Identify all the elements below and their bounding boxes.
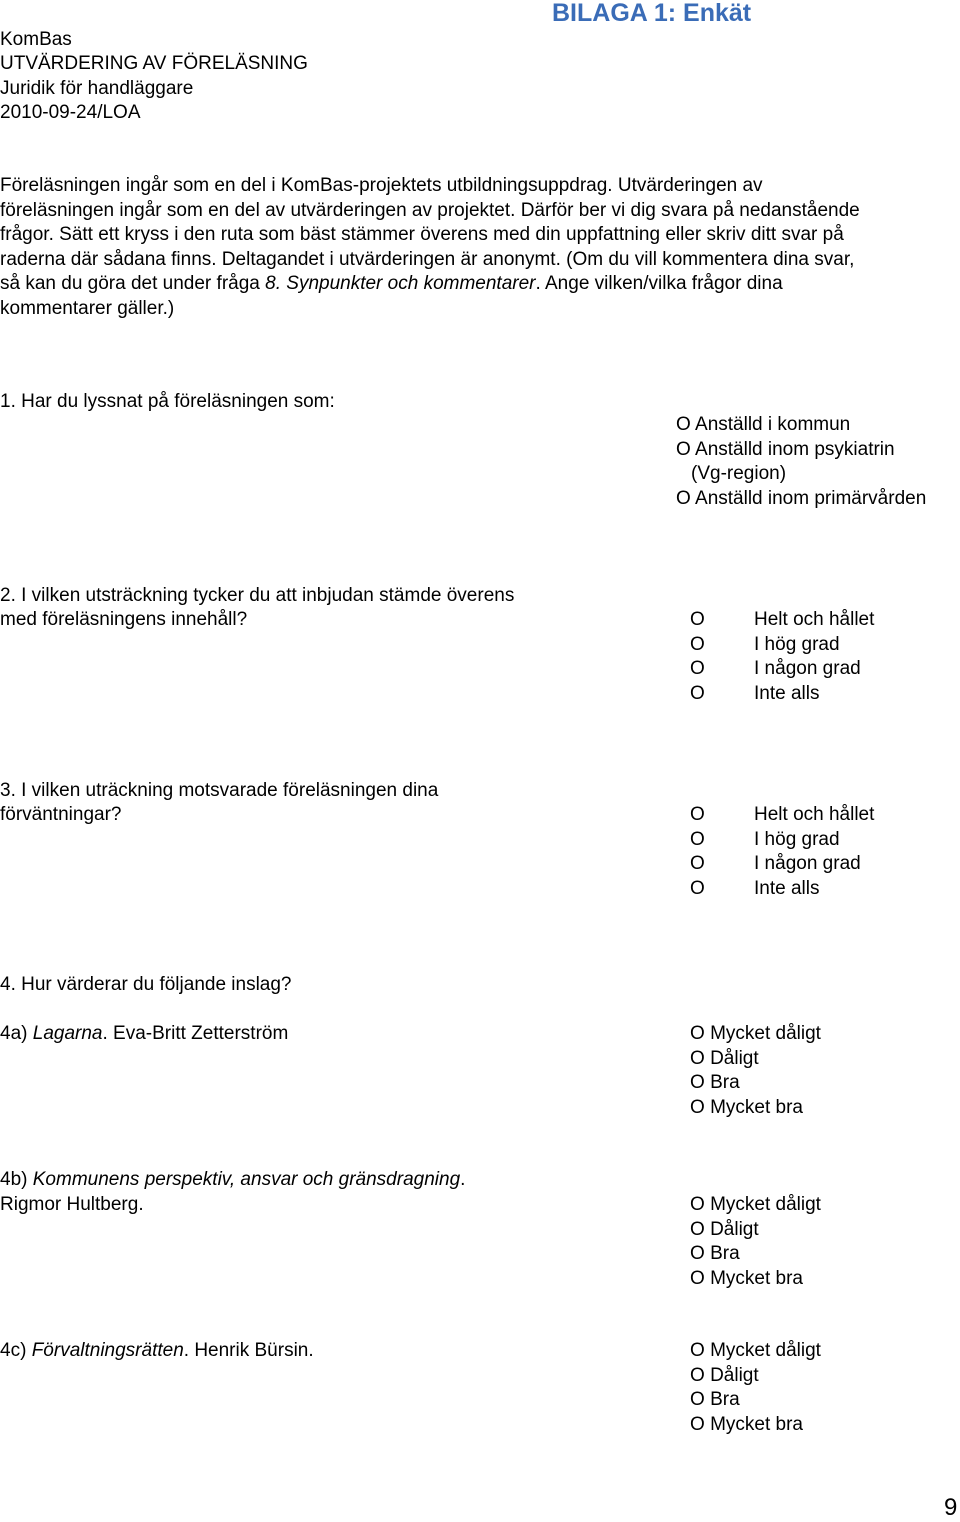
q1-option[interactable] [676,438,926,463]
q1-options [676,413,926,511]
q1-option-label: Anställd inom psykiatrin [695,438,895,460]
question-2-line-2: med föreläsningens innehåll? [0,609,248,630]
q3-option-label: Helt och hållet [754,804,875,825]
q4a-topic: Lagarna [32,1023,103,1044]
intro-line-5-start: så kan du göra det under fråga [0,273,266,294]
q4c-prefix: 4c) [0,1340,32,1361]
q4c-option-label: Dåligt [710,1364,759,1386]
q3-option-label: Inte alls [754,877,820,899]
q3-option[interactable] [690,828,874,853]
q3-option[interactable] [690,803,874,828]
circle-icon: O [690,1389,705,1410]
q4c-option[interactable] [690,1364,821,1389]
q2-option-label: I någon grad [754,658,861,679]
q4a-option-label: Mycket dåligt [710,1023,821,1044]
header-line-2: UTVÄRDERING AV FÖRELÄSNING [0,53,308,74]
circle-icon: O [690,877,705,899]
circle-icon: O [690,1267,705,1289]
q3-options [690,803,874,901]
q1-option[interactable] [676,487,926,512]
q3-option-label: I någon grad [754,853,861,874]
q2-option-label: I hög grad [754,633,840,655]
q4a-prefix: 4a) [0,1023,33,1044]
question-4b-speaker: Rigmor Hultberg. [0,1194,144,1215]
q4b-option-label: Dåligt [710,1218,759,1240]
circle-icon: O [690,1413,705,1435]
circle-icon: O [690,853,705,874]
q4a-option-label: Bra [710,1072,740,1093]
circle-icon: O [690,658,705,679]
circle-icon: O [690,1194,705,1215]
circle-icon: O [690,633,705,655]
q4c-option[interactable] [690,1413,821,1438]
q4a-speaker: . Eva-Britt Zetterström [102,1023,289,1044]
q4b-topic: Kommunens perspektiv, ansvar och gränsdragning [32,1169,461,1190]
q4c-option-label: Mycket dåligt [710,1340,821,1361]
circle-icon: O [690,1072,705,1093]
question-2-line-1: 2. I vilken utsträckning tycker du att inbjudan stämde överens [0,585,515,606]
q4c-topic: Förvaltningsrätten [31,1340,184,1361]
intro-line-3: frågor. Sätt ett kryss i den ruta som bäst stämmer överens med din uppfattning eller skriv ditt svar på [0,224,844,245]
q1-option-label: (Vg-region) [691,463,787,484]
q4b-option-label: Mycket bra [710,1267,803,1289]
q2-option[interactable] [690,633,874,658]
intro-line-5-end: . Ange vilken/vilka frågor dina [535,273,783,294]
circle-icon: O [690,1218,705,1240]
q3-option[interactable] [690,877,874,902]
q4b-option[interactable] [690,1218,821,1243]
question-1: 1. Har du lyssnat på föreläsningen som: [0,391,335,412]
q4c-options [690,1339,821,1437]
circle-icon: O [690,1096,705,1118]
intro-line-6: kommentarer gäller.) [0,298,175,319]
header-line-4: 2010-09-24/LOA [0,102,141,123]
question-4c [0,1339,314,1364]
circle-icon: O [676,487,691,509]
intro-line-4: raderna där sådana finns. Deltagandet i utvärderingen är anonymt. (Om du vill kommentera dina svar, [0,249,855,270]
question-4a [0,1022,288,1047]
q4b-option[interactable] [690,1193,821,1218]
page-number: 9 [944,1494,958,1521]
q2-option[interactable] [690,608,874,633]
q4b-option[interactable] [690,1242,821,1267]
q4b-prefix: 4b) [0,1169,33,1190]
intro-line-5 [0,272,783,297]
q4b-option-label: Mycket dåligt [710,1194,821,1215]
circle-icon: O [690,609,705,630]
q3-option[interactable] [690,852,874,877]
q4a-options [690,1022,821,1120]
circle-icon: O [690,1023,705,1044]
q4c-option[interactable] [690,1339,821,1364]
q2-options [690,608,874,706]
q2-option-label: Helt och hållet [754,609,875,630]
q4a-option[interactable] [690,1071,821,1096]
circle-icon: O [690,1340,705,1361]
q2-option-label: Inte alls [754,682,820,704]
q4c-option[interactable] [690,1388,821,1413]
q4a-option[interactable] [690,1022,821,1047]
q4c-speaker: . Henrik Bürsin. [183,1340,314,1361]
q1-option-label: Anställd inom primärvården [695,487,927,509]
q3-option-label: I hög grad [754,828,840,850]
q2-option[interactable] [690,682,874,707]
q1-option[interactable] [676,413,926,438]
intro-reference: 8. Synpunkter och kommentarer [265,273,536,294]
q4b-punct: . [460,1169,466,1190]
circle-icon: O [676,414,691,435]
header-line-3: Juridik för handläggare [0,78,194,99]
circle-icon: O [690,1364,705,1386]
q4b-option[interactable] [690,1267,821,1292]
question-3-line-2: förväntningar? [0,804,122,825]
header-line-1: KomBas [0,29,72,50]
q2-option[interactable] [690,657,874,682]
q1-option-label: Anställd i kommun [695,414,851,435]
appendix-title: BILAGA 1: Enkät [552,0,752,27]
q4c-option-label: Bra [710,1389,740,1410]
intro-line-1: Föreläsningen ingår som en del i KomBas-projektets utbildningsuppdrag. Utvärderingen av [0,175,763,196]
question-4b [0,1168,465,1193]
question-3-line-1: 3. I vilken uträckning motsvarade föreläsningen dina [0,780,439,801]
q4b-options [690,1193,821,1291]
intro-line-2: föreläsningen ingår som en del av utvärderingen av projektet. Därför ber vi dig svara på nedanstående [0,200,860,221]
q4b-option-label: Bra [710,1243,740,1264]
circle-icon: O [690,804,705,825]
circle-icon: O [690,1047,705,1069]
q4a-option[interactable] [690,1096,821,1121]
circle-icon: O [690,1243,705,1264]
q4a-option[interactable] [690,1047,821,1072]
q4a-option-label: Mycket bra [710,1096,803,1118]
q4a-option-label: Dåligt [710,1047,759,1069]
circle-icon: O [676,438,691,460]
q4c-option-label: Mycket bra [710,1413,803,1435]
q1-option-continuation [676,462,926,487]
question-4: 4. Hur värderar du följande inslag? [0,974,292,995]
circle-icon: O [690,828,705,850]
circle-icon: O [690,682,705,704]
